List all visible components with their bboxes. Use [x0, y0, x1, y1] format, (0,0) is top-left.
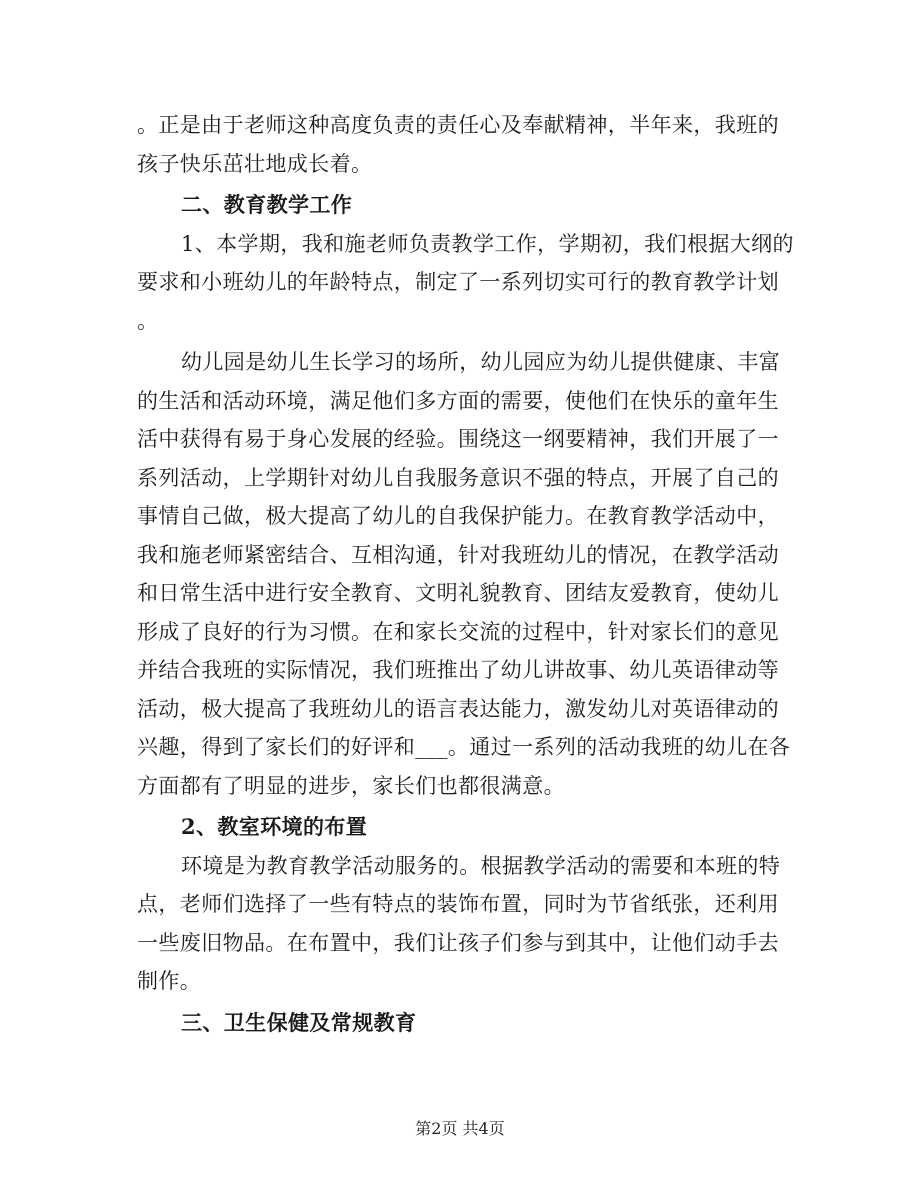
section-heading: 三、卫生保健及常规教育: [181, 1009, 417, 1035]
text-line: 的生活和活动环境，满足他们多方面的需要，使他们在快乐的童年生: [137, 388, 779, 413]
text-line: 事情自己做，极大提高了幼儿的自我保护能力。在教育教学活动中，: [137, 504, 779, 528]
text-line: 。正是由于老师这种高度负责的责任心及奉献精神，半年来，我班的: [137, 113, 779, 137]
text-line: 兴趣，得到了家长们的好评和___。通过一系列的活动我班的幼儿在各: [137, 735, 791, 759]
text-line: 点，老师们选择了一些有特点的装饰布置，同时为节省纸张，还利用: [137, 892, 779, 916]
document-body: [137, 106, 794, 1042]
subsection-heading: 2、教室环境的布置: [181, 814, 368, 839]
text-line: 要求和小班幼儿的年龄特点，制定了一系列切实可行的教育教学计划: [137, 270, 779, 294]
text-line: 和日常生活中进行安全教育、文明礼貌教育、团结友爱教育，使幼儿: [137, 581, 779, 605]
text-line: 。: [137, 308, 159, 333]
text-line: 制作。: [137, 969, 202, 993]
text-line: 1、本学期，我和施老师负责教学工作，学期初，我们根据大纲的: [181, 231, 794, 256]
text-line: 我和施老师紧密结合、互相沟通，针对我班幼儿的情况，在教学活动: [137, 542, 779, 567]
text-line: 活动，极大提高了我班幼儿的语言表达能力，激发幼儿对英语律动的: [137, 696, 779, 721]
text-line: 系列活动，上学期针对幼儿自我服务意识不强的特点，开展了自己的: [137, 465, 779, 490]
text-line: 并结合我班的实际情况，我们班推出了幼儿讲故事、幼儿英语律动等: [137, 658, 779, 682]
section-heading: 二、教育教学工作: [181, 192, 353, 217]
text-line: 幼儿园是幼儿生长学习的场所，幼儿园应为幼儿提供健康、丰富: [181, 350, 781, 374]
text-line: 方面都有了明显的进步，家长们也都很满意。: [137, 773, 565, 798]
text-line: 形成了良好的行为习惯。在和家长交流的过程中，针对家长们的意见: [137, 619, 779, 644]
text-line: 环境是为教育教学活动服务的。根据教学活动的需要和本班的特: [181, 853, 781, 878]
text-line: 孩子快乐茁壮地成长着。: [137, 151, 373, 176]
text-line: 一些废旧物品。在布置中，我们让孩子们参与到其中，让他们动手去: [137, 930, 779, 955]
text-line: 活中获得有易于身心发展的经验。围绕这一纲要精神，我们开展了一: [137, 427, 779, 451]
page-number: 第2页 共4页: [415, 1119, 505, 1138]
